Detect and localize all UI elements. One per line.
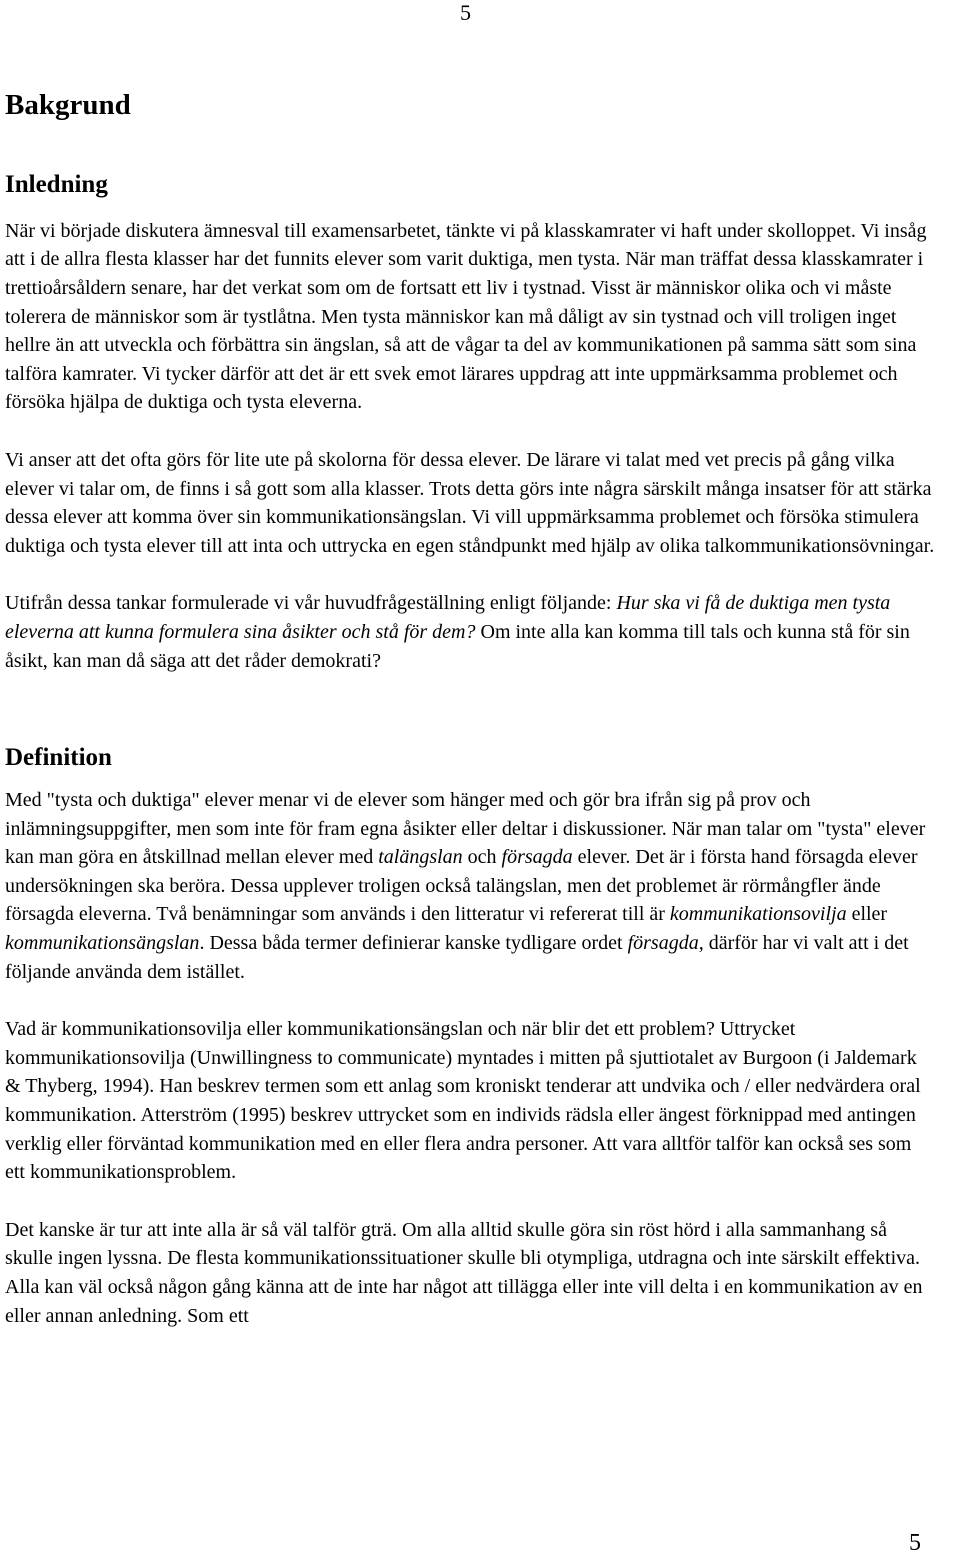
page-number-bottom: 5	[909, 1530, 921, 1556]
text-run: , därför har vi valt att i det följande använda dem istället.	[5, 932, 909, 983]
text-run: och	[462, 846, 502, 869]
term-forsagda: försagda	[501, 846, 573, 869]
research-question: Hur ska vi få de duktiga men tysta eleverna att kunna formulera sina åsikter och stå för dem?	[5, 592, 891, 643]
term-kommunikationsovilja: kommunikationsovilja	[669, 903, 847, 926]
text-run: elever. Det är i första hand försagda elever undersökningen ska beröra. Dessa upplever troligen också talängslan, men det problemet är rörmångfler ände försagda eleverna. Två benämningar som används i den litteratur vi refererat till är	[5, 846, 918, 926]
paragraph-intro-3-tail: Om inte alla kan komma till tals och kunna stå för sin åsikt, kan man då säga att det råder demokrati?	[5, 620, 910, 672]
paragraph-intro-3-lead: Utifrån dessa tankar formulerade vi vår huvudfrågeställning enligt följande:	[5, 592, 617, 615]
text-run: . Dessa båda termer definierar kanske tydligare ordet	[199, 932, 628, 955]
term-forsagda-2: försagda	[627, 932, 699, 955]
heading-bakgrund: Bakgrund	[5, 89, 131, 121]
paragraph-definition-2: Vad är kommunikationsovilja eller kommunikationsängslan och när blir det ett problem? Uttrycket kommunikationsovilja (Unwillingness to communicate) myntades i mitten på sjuttiotalet av Burgoon (i Jaldemark & Thyberg, 1994). Han beskrev termen som ett anlag som kroniskt tenderar att undvika och / eller nedvärdera oral kommunikation. Atterström (1995) beskrev uttrycket som en individs rädsla eller ängest förknippad med antingen verklig eller förväntad kommunikation med en eller flera andra personer. Att vara alltför talför kan också ses som ett kommunikationsproblem.	[5, 1018, 921, 1184]
paragraph-intro-3	[5, 589, 935, 675]
page-number-top: 5	[460, 0, 471, 25]
text-run: eller	[846, 903, 888, 926]
document-body	[5, 88, 935, 1359]
paragraph-intro-1: När vi började diskutera ämnesval till examensarbetet, tänkte vi på klasskamrater vi haft under skolloppet. Vi insåg att i de allra flesta klasser har det funnits elever som varit duktiga, men tysta. När man träffat dessa klasskamrater i trettioårsåldern senare, har det verkat som om de fortsatt ett liv i tystnad. Visst är människor olika och vi måste tolerera de människor som är tystlåtna. Men tysta människor kan må dåligt av sin tystnad och vill troligen inget hellre än att utveckla och förbättra sin ängslan, så att de vågar ta del av kommunikationen på samma sätt som sina talföra kamrater. Vi tycker därför att det är ett svek emot lärares uppdrag att inte uppmärksamma problemet och försöka hjälpa de duktiga och tysta eleverna.	[5, 219, 927, 414]
text-run: Med "tysta och duktiga" elever menar vi de elever som hänger med och gör bra ifrån sig på prov och inlämningsuppgifter, men som inte för fram egna åsikter eller deltar i diskussioner. När man talar om "tysta" elever kan man göra en åtskillnad mellan elever med	[5, 789, 926, 869]
paragraph-definition-3: Det kanske är tur att inte alla är så väl talför gträ. Om alla alltid skulle göra sin röst hörd i alla sammanhang så skulle ingen lyssna. De flesta kommunikationssituationer skulle bli otympliga, utdragna och inte särskilt effektiva. Alla kan väl också någon gång känna att de inte har något att tillägga eller inte vill delta i en kommunikation av en eller annan anledning. Som ett	[5, 1218, 923, 1327]
heading-definition: Definition	[5, 744, 112, 772]
heading-inledning: Inledning	[5, 170, 108, 198]
paragraph-definition-1	[5, 786, 935, 986]
term-talangslan: talängslan	[378, 846, 463, 869]
term-kommunikationsangslan: kommunikationsängslan	[5, 932, 200, 955]
paragraph-intro-2: Vi anser att det ofta görs för lite ute på skolorna för dessa elever. De lärare vi talat med vet precis på gång vilka elever vi talar om, de finns i så gott som alla klasser. Trots detta görs inte några särskilt många insatser för att stärka dessa elever att komma över sin kommunikationsängslan. Vi vill uppmärksamma problemet och försöka stimulera duktiga och tysta elever till att inta och uttrycka en egen ståndpunkt med hjälp av olika talkommunikationsövningar.	[5, 448, 935, 557]
